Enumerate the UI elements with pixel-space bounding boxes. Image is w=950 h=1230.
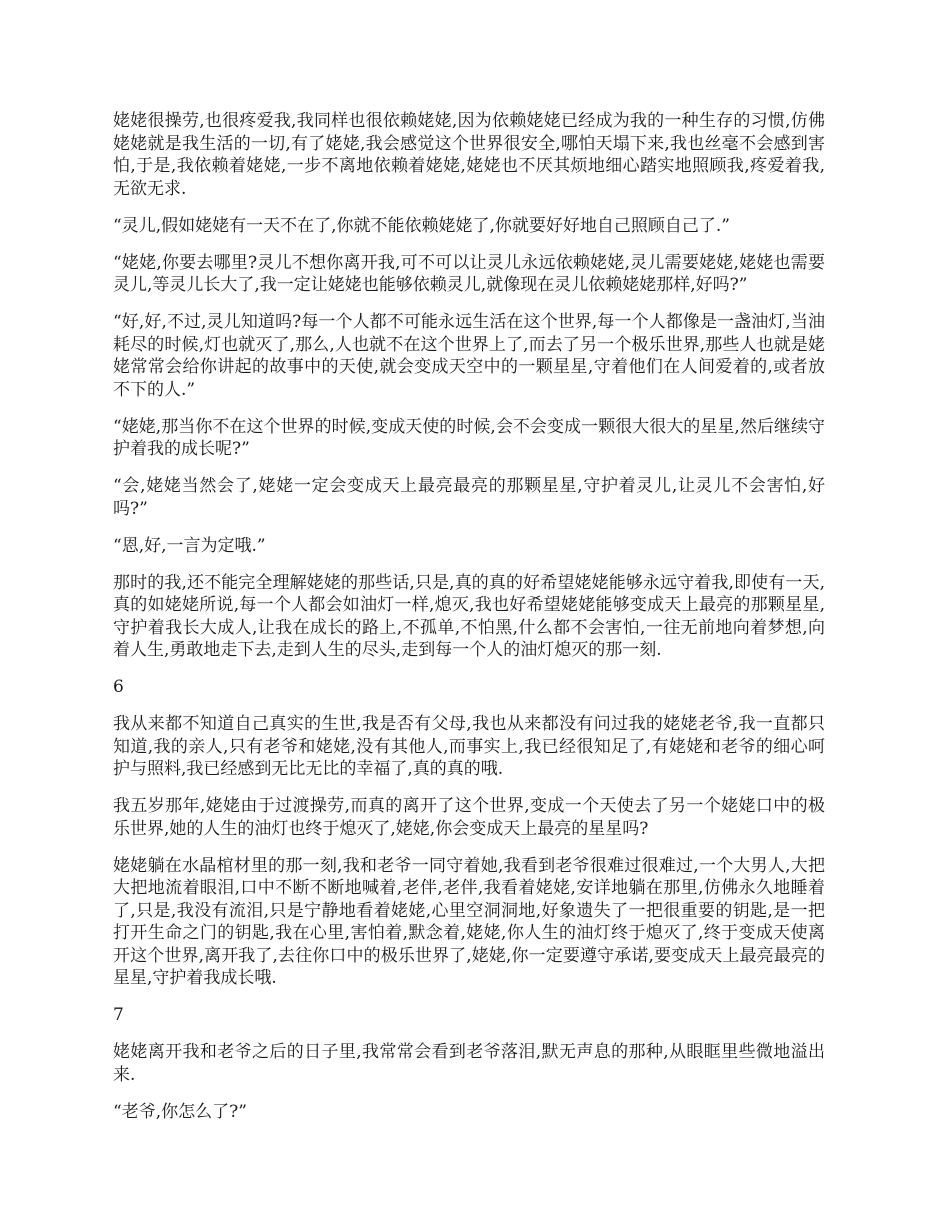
section-number: 6 (113, 677, 124, 697)
paragraph: “会,姥姥当然会了,姥姥一定会变成天上最亮最亮的那颗星星,守护着灵儿,让灵儿不会害怕,好吗?” (113, 476, 825, 519)
paragraph: 那时的我,还不能完全理解姥姥的那些话,只是,真的真的好希望姥姥能够永远守着我,即使有一天,真的如姥姥所说,每一个人都会如油灯一样,熄灭,我也好希望姥姥能够变成天上最亮的那颗星星,守护着我长大成人,让我在成长的路上,不孤单,不怕黑,什么都不会害怕,一往无前地向着梦想,向着人生,勇敢地走下去,走到人生的尽头,走到每一个人的油灯熄灭的那一刻. (113, 572, 825, 660)
paragraph: 姥姥离开我和老爷之后的日子里,我常常会看到老爷落泪,默无声息的那种,从眼眶里些微地溢出来. (113, 1042, 825, 1085)
paragraph: “恩,好,一言为定哦.” (113, 535, 266, 556)
paragraph: “姥姥,那当你不在这个世界的时候,变成天使的时候,会不会变成一颗很大很大的星星,然后继续守护着我的成长呢?” (113, 416, 825, 459)
paragraph: 我五岁那年,姥姥由于过渡操劳,而真的离开了这个世界,变成一个天使去了另一个姥姥口中的极乐世界,她的人生的油灯也终于熄灭了,姥姥,你会变成天上最亮的星星吗? (113, 796, 825, 839)
paragraph: “好,好,不过,灵儿知道吗?每一个人都不可能永远生活在这个世界,每一个人都像是一盏油灯,当油耗尽的时候,灯也就灭了,那么,人也就不在这个世界上了,而去了另一个极乐世界,那些人也就是姥姥常常会给你讲起的故事中的天使,就会变成天空中的一颗星星,守着他们在人间爱着的,或者放不下的人.” (113, 312, 825, 400)
paragraph: “老爷,你怎么了?” (113, 1101, 247, 1122)
paragraph: “姥姥,你要去哪里?灵儿不想你离开我,可不可以让灵儿永远依赖姥姥,灵儿需要姥姥,姥姥也需要灵儿,等灵儿长大了,我一定让姥姥也能够依赖灵儿,就像现在灵儿依赖姥姥那样,好吗?” (113, 252, 825, 295)
paragraph: 姥姥躺在水晶棺材里的那一刻,我和老爷一同守着她,我看到老爷很难过很难过,一个大男人,大把大把地流着眼泪,口中不断不断地喊着,老伴,老伴,我看着姥姥,安详地躺在那里,仿佛永久地睡着了,只是,我没有流泪,只是宁静地看着姥姥,心里空洞洞地,好象遗失了一把很重要的钥匙,是一把打开生命之门的钥匙,我在心里,害怕着,默念着,姥姥,你人生的油灯终于熄灭了,终于变成天使离开这个世界,离开我了,去往你口中的极乐世界了,姥姥,你一定要遵守承诺,要变成天上最亮最亮的星星,守护着我成长哦. (113, 855, 825, 988)
paragraph: 我从来都不知道自己真实的生世,我是否有父母,我也从来都没有问过我的姥姥老爷,我一直都只知道,我的亲人,只有老爷和姥姥,没有其他人,而事实上,我已经很知足了,有姥姥和老爷的细心呵护与照料,我已经感到无比无比的幸福了,真的真的哦. (113, 714, 825, 779)
section-number: 7 (113, 1005, 124, 1025)
paragraph: 姥姥很操劳,也很疼爱我,我同样也很依赖姥姥,因为依赖姥姥已经成为我的一种生存的习惯,仿佛姥姥就是我生活的一切,有了姥姥,我会感觉这个世界很安全,哪怕天塌下来,我也丝毫不会感到害怕,于是,我依赖着姥姥,一步不离地依赖着姥姥,姥姥也不厌其烦地细心踏实地照顾我,疼爱着我,无欲无求. (113, 111, 825, 199)
paragraph: “灵儿,假如姥姥有一天不在了,你就不能依赖姥姥了,你就要好好地自己照顾自己了.” (113, 215, 730, 236)
